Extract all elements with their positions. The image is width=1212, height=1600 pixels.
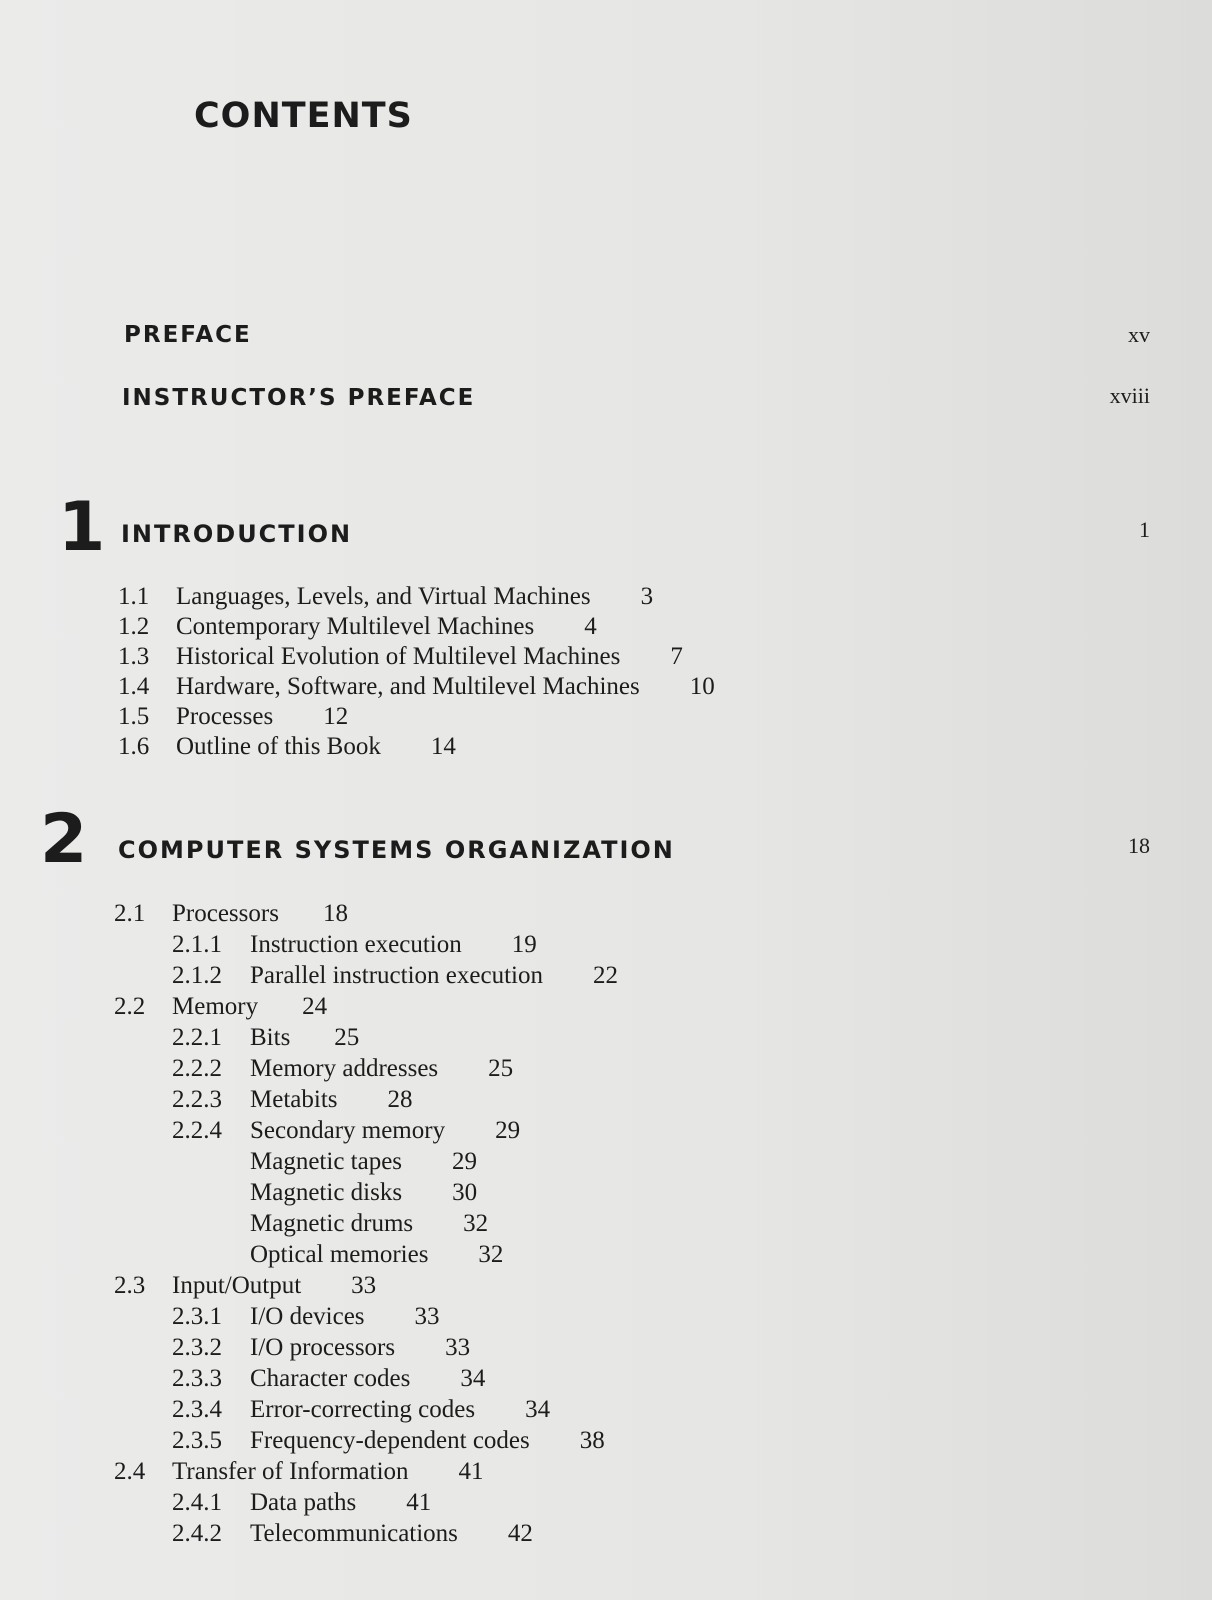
toc-entry-page: 41 — [406, 1489, 432, 1516]
toc-entry — [114, 1394, 618, 1425]
toc-entry-page: 25 — [488, 1055, 514, 1082]
toc-entry-page: 34 — [460, 1365, 486, 1392]
toc-entry-page: 33 — [414, 1303, 440, 1330]
toc-entry-number: 2.4 — [114, 1458, 146, 1485]
toc-entry — [114, 991, 618, 1022]
toc-entry-page: 38 — [579, 1427, 605, 1454]
toc-front-preface-title: PREFACE — [124, 322, 252, 348]
toc-entry-title: Processes — [176, 703, 274, 730]
toc-entry-page: 22 — [592, 962, 618, 989]
toc-entry-page: 29 — [495, 1117, 521, 1144]
toc-entry-page: 14 — [430, 733, 456, 760]
toc-entry-title: Optical memories — [250, 1241, 429, 1268]
toc-entry — [114, 1363, 618, 1394]
toc-entry-page: 10 — [689, 673, 715, 700]
toc-entry-title: Memory — [172, 993, 259, 1020]
toc-entry-number: 1.3 — [118, 643, 150, 670]
toc-entry-title: Secondary memory — [250, 1117, 446, 1144]
toc-entry-number: 2.2.2 — [172, 1055, 222, 1082]
toc-entry — [114, 1146, 618, 1177]
toc-entry-title: Magnetic drums — [250, 1210, 414, 1237]
toc-entry — [114, 1301, 618, 1332]
toc-entry — [114, 898, 618, 929]
toc-entry-number: 1.1 — [118, 583, 150, 610]
chapter-number: 2 — [40, 800, 88, 879]
toc-entry-number: 2.2 — [114, 993, 146, 1020]
toc-entry — [114, 1332, 618, 1363]
toc-entry-title: Instruction execution — [250, 931, 462, 958]
toc-entry — [114, 1053, 618, 1084]
toc-entry-number: 2.2.4 — [172, 1117, 222, 1144]
toc-entry — [118, 732, 715, 762]
toc-entry-number: 2.3.5 — [172, 1427, 222, 1454]
chapter-number: 1 — [58, 488, 106, 567]
toc-entry-page: 33 — [351, 1272, 377, 1299]
toc-entry-page: 19 — [511, 931, 537, 958]
toc-entry-title: Processors — [172, 900, 279, 927]
toc-entry-page: 3 — [640, 583, 654, 610]
toc-entry-title: Data paths — [250, 1489, 357, 1516]
toc-entry-page: 34 — [525, 1396, 551, 1423]
toc-entry-title: Historical Evolution of Multilevel Machines — [176, 643, 621, 670]
toc-entry-page: 4 — [584, 613, 597, 640]
toc-entry — [114, 1115, 618, 1146]
toc-entry-title: Magnetic tapes — [250, 1148, 403, 1175]
toc-entry-page: 24 — [302, 993, 328, 1020]
toc-entry-title: Languages, Levels, and Virtual Machines — [176, 583, 591, 610]
chapter-title: COMPUTER SYSTEMS ORGANIZATION — [118, 836, 675, 864]
toc-entry-title: Frequency-dependent codes — [250, 1427, 530, 1454]
chapter-1-section-list — [118, 582, 715, 762]
toc-entry-page: 29 — [452, 1148, 478, 1175]
toc-entry — [114, 1270, 618, 1301]
toc-entry-title: Bits — [250, 1024, 291, 1051]
toc-entry — [114, 1518, 618, 1549]
toc-entry-number: 2.3.1 — [172, 1303, 222, 1330]
toc-entry-title: Transfer of Information — [172, 1458, 409, 1485]
toc-entry-number: 2.1.2 — [172, 962, 222, 989]
toc-entry-number: 1.5 — [118, 703, 150, 730]
toc-entry-page: 33 — [445, 1334, 471, 1361]
toc-entry — [114, 1425, 618, 1456]
toc-entry-title: Hardware, Software, and Multilevel Machines — [176, 673, 640, 700]
toc-entry — [114, 1177, 618, 1208]
toc-entry-title: Telecommunications — [250, 1520, 458, 1547]
toc-front-preface-page: xv — [1128, 322, 1150, 347]
toc-entry-title: Memory addresses — [250, 1055, 439, 1082]
toc-entry-number: 2.3 — [114, 1272, 146, 1299]
toc-entry-page: 32 — [463, 1210, 489, 1237]
toc-entry-number: 2.2.1 — [172, 1024, 222, 1051]
toc-entry-number: 2.3.4 — [172, 1396, 222, 1423]
toc-entry — [118, 612, 715, 642]
toc-entry — [114, 1239, 618, 1270]
chapter-page: 1 — [1139, 517, 1150, 542]
toc-entry-page: 18 — [322, 900, 348, 927]
toc-entry — [114, 1208, 618, 1239]
toc-entry — [114, 1022, 618, 1053]
toc-entry-title: Input/Output — [172, 1272, 302, 1299]
toc-entry-number: 2.1.1 — [172, 931, 222, 958]
toc-entry — [118, 702, 715, 732]
toc-entry — [118, 642, 715, 672]
toc-entry-number: 1.2 — [118, 613, 150, 640]
toc-entry-page: 42 — [507, 1520, 533, 1547]
toc-entry — [118, 672, 715, 702]
toc-entry — [118, 582, 715, 612]
chapter-page: 18 — [1128, 833, 1150, 858]
toc-entry-title: Contemporary Multilevel Machines — [176, 613, 535, 640]
toc-entry — [114, 929, 618, 960]
toc-entry — [114, 960, 618, 991]
toc-entry-page: 28 — [387, 1086, 413, 1113]
page-title: CONTENTS — [194, 96, 413, 136]
toc-entry — [114, 1487, 618, 1518]
toc-entry — [114, 1456, 618, 1487]
toc-entry-title: Metabits — [250, 1086, 338, 1113]
toc-entry — [114, 1084, 618, 1115]
toc-entry-number: 1.6 — [118, 733, 150, 760]
toc-entry-page: 30 — [452, 1179, 478, 1206]
toc-entry-title: Magnetic disks — [250, 1179, 403, 1206]
toc-entry-number: 2.2.3 — [172, 1086, 222, 1113]
toc-entry-title: I/O processors — [250, 1334, 396, 1361]
chapter-title: INTRODUCTION — [121, 520, 353, 548]
toc-entry-number: 1.4 — [118, 673, 150, 700]
toc-entry-number: 2.4.2 — [172, 1520, 222, 1547]
toc-front-instructor-preface-page: xviii — [1109, 383, 1150, 408]
toc-entry-title: I/O devices — [250, 1303, 365, 1330]
chapter-2-section-list — [114, 898, 618, 1549]
toc-entry-page: 12 — [323, 703, 349, 730]
toc-entry-number: 2.4.1 — [172, 1489, 222, 1516]
toc-entry-number: 2.1 — [114, 900, 146, 927]
toc-entry-page: 32 — [478, 1241, 504, 1268]
toc-entry-title: Parallel instruction execution — [250, 962, 543, 989]
toc-entry-title: Outline of this Book — [176, 733, 381, 760]
toc-entry-page: 7 — [670, 643, 683, 670]
toc-entry-number: 2.3.3 — [172, 1365, 222, 1392]
toc-entry-title: Error-correcting codes — [250, 1396, 476, 1423]
toc-front-instructor-preface-title: INSTRUCTOR’S PREFACE — [122, 385, 476, 411]
toc-entry-title: Character codes — [250, 1365, 411, 1392]
toc-entry-number: 2.3.2 — [172, 1334, 222, 1361]
toc-entry-page: 41 — [458, 1458, 484, 1485]
toc-entry-page: 25 — [334, 1024, 360, 1051]
